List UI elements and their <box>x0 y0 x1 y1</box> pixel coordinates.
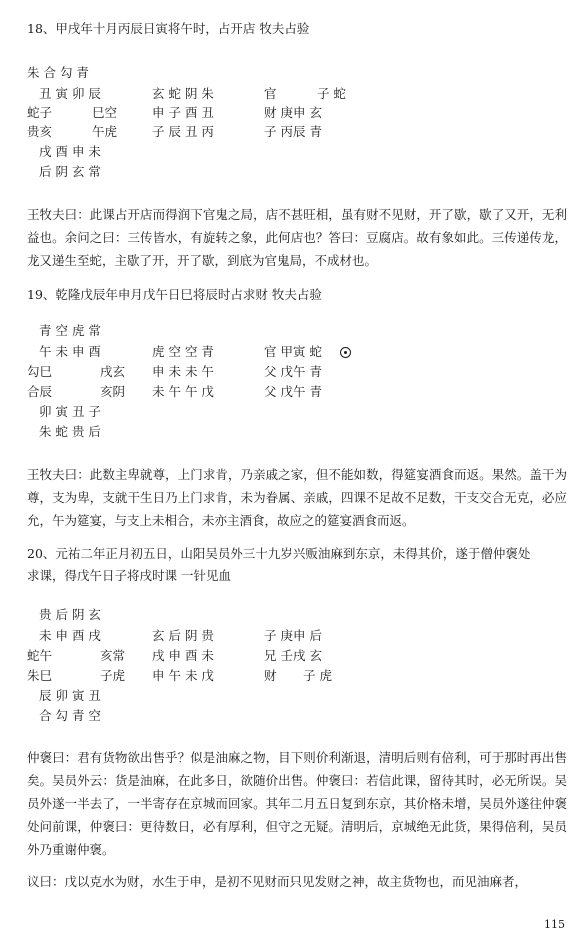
case20-title-line-1: 20、元祐二年正月初五日，山阳吴员外三十九岁兴贩油麻到东京，未得其价，遂于僧仲褒处 <box>27 546 531 561</box>
case20-chart-row-6: 合 勾 青 空 <box>39 708 101 723</box>
case20-commentary: 仲褒曰：君有货物欲出售乎？似是油麻之物，目下则价利渐退，清明后则有倍利，可于那时再出售矣。吴员外云：货是油麻，在此多日，欲随价出售。仲褒曰：若信此课，留待其时，必无所误。吴员外遂一半去了，一半寄存在京城而回家。其年二月五日复到东京，其价格未增，吴员外遂往仲褒处问前课，仲褒曰：更待数日，必有厚利，但守之无疑。清明后，京城绝无此货，果得倍利，吴员外乃重谢仲褒。 <box>27 750 567 857</box>
case19-commentary: 王牧夫曰：此数主卑就尊，上门求肯，乃亲戚之家，但不能如数，得筵宴酒食而返。果然。盖干为尊，支为卑，支就干生日乃上门求肯，未为眷属、亲戚，四课不足故不足数，干支交合无克，必应允，午为筵宴，与支上未相合，未亦主酒食，故应之的筵宴酒食而返。 <box>27 467 567 528</box>
book-page: 18、甲戌年十月丙辰日寅将午时，占开店 牧夫占验 朱 合 勾 青 丑 寅 卯 辰 玄 蛇 阴 朱 官 子 蛇 蛇子 巳空 申 子 酉 丑 财 庚申 玄 贵亥 午虎 子 辰 丑 丙 子 丙辰 青 戌 酉 申 未 后 阴 玄 常 王牧夫曰：此课占开店而得润下官鬼之局，店不甚旺相，虽有财不见财，开了歇，歇了又开，无利益也。余问之曰：三传皆水，有旋转之象，此何店也？答曰：豆腐店。故有象如此。三传递传龙，龙又递生至蛇，主歇了开，开了歇，到底为官鬼局，不成材也。 19、乾隆戊辰年申月戊午日巳将辰时占求财 牧夫占验 青 空 虎 常 午 未 申 酉 虎 空 空 青 官 甲寅 蛇 勾巳 戌玄 申 未 未 午 父 戊午 青 合辰 亥阴 未 午 午 戊 父 戊午 青 卯 寅 丑 子 朱 蛇 贵 后 王牧夫曰：此数主卑就尊，上门求肯，乃亲戚之家，但不能如数，得筵宴酒食而返。果然。盖干为尊，支为卑，支就干生日乃上门求肯，未为眷属、亲戚，四课不足故不足数，干支交合无克，必应允，午为筵宴，与支上未相合，未亦主酒食，故应之的筵宴酒食而返。 20、元祐二年正月初五日，山阳吴员外三十九岁兴贩油麻到东京，未得其价，遂于僧仲褒处 求课，得戊午日子将戌时课 一针见血 贵 后 阴 玄 未 申 酉 戌 玄 后 阴 贵 子 庚申 后 蛇午 亥常 戌 申 酉 未 兄 壬戌 玄 朱巳 子虎 申 午 未 戊 财 子 虎 辰 卯 寅 丑 合 勾 青 空 仲褒曰：君有货物欲出售乎？似是油麻之物，目下则价利渐退，清明后则有倍利，可于那时再出售矣。吴员外云：货是油麻，在此多日，欲随价出售。仲褒曰：若信此课，留待其时，必无所误。吴员外遂一半去了，一半寄存在京城而回家。其年二月五日复到东京，其价格未增，吴员外遂往仲褒处问前课，仲褒曰：更待数日，必有厚利，但守之无疑。清明后，京城绝无此货，果得倍利，吴员外乃重谢仲褒。 议曰：戊以克水为财，水生于申，是初不见财而只见发财之神，故主货物也，而见油麻者， 115 <box>27 21 567 931</box>
case18-chart-row-5: 戌 酉 申 未 <box>39 144 101 159</box>
case18-chart-row-6: 后 阴 玄 常 <box>39 164 101 179</box>
case19-chart-row-5: 卯 寅 丑 子 <box>39 404 101 419</box>
case20-title-line-2: 求课，得戊午日子将戌时课 一针见血 <box>27 568 231 583</box>
case19-title: 19、乾隆戊辰年申月戊午日巳将辰时占求财 牧夫占验 <box>27 287 322 302</box>
case18-title: 18、甲戌年十月丙辰日寅将午时，占开店 牧夫占验 <box>27 21 310 36</box>
page-number: 115 <box>544 918 565 931</box>
case19-chart-row-1: 青 空 虎 常 <box>39 323 101 338</box>
case19-chart-row-6: 朱 蛇 贵 后 <box>39 424 101 439</box>
case20-chart-row-5: 辰 卯 寅 丑 <box>39 688 101 703</box>
sun-symbol-icon <box>340 347 351 358</box>
case18-commentary: 王牧夫曰：此课占开店而得润下官鬼之局，店不甚旺相，虽有财不见财，开了歇，歇了又开，无利益也。余问之曰：三传皆水，有旋转之象，此何店也？答曰：豆腐店。故有象如此。三传递传龙，龙又递生至蛇，主歇了开，开了歇，到底为官鬼局，不成材也。 <box>27 207 567 268</box>
case20-discussion: 议曰：戊以克水为财，水生于申，是初不见财而只见发财之神，故主货物也，而见油麻者， <box>27 874 528 889</box>
case20-chart-row-1: 贵 后 阴 玄 <box>39 607 101 622</box>
